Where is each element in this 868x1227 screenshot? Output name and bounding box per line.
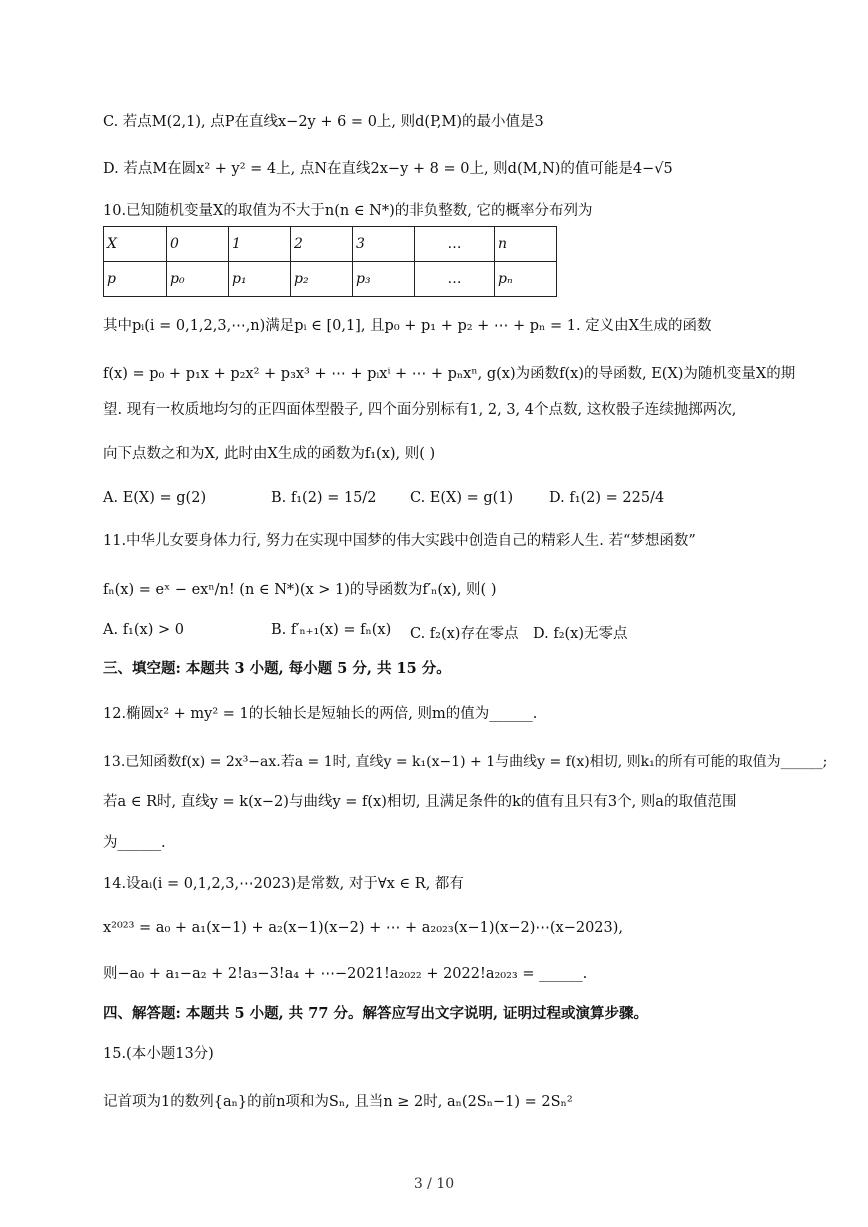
table-cell: p₃ xyxy=(353,262,415,297)
table-cell: … xyxy=(415,227,495,262)
question-11-options xyxy=(103,622,803,646)
table-cell: X xyxy=(104,227,167,262)
table-cell: 1 xyxy=(229,227,291,262)
question-11-function: fₙ(x) = eˣ − exⁿ/n! (n ∈ N*)(x > 1)的导函数为f′ₙ(x), 则( ) xyxy=(103,582,497,598)
question-10-options xyxy=(103,490,803,514)
question-10-dice: 望. 现有一枚质地均匀的正四面体型骰子, 四个面分别标有1, 2, 3, 4个点数, 这枚骰子连续抛掷两次, xyxy=(103,402,737,418)
option-b: B. f₁(2) = 15/2 xyxy=(271,490,377,506)
option-c: C. f₂(x)存在零点 xyxy=(410,626,519,642)
option-a: A. f₁(x) > 0 xyxy=(103,622,184,638)
question-13-part3: 为______. xyxy=(103,835,166,851)
option-d-text: D. 若点M在圆x² + y² = 4上, 点N在直线2x−y + 8 = 0上, 则d(M,N)的值可能是4−√5 xyxy=(103,161,673,177)
table-cell: 3 xyxy=(353,227,415,262)
table-row xyxy=(104,262,557,297)
question-10-stem: 10.已知随机变量X的取值为不大于n(n ∈ N*)的非负整数, 它的概率分布列为 xyxy=(103,203,593,219)
question-11-stem: 11.中华儿女要身体力行, 努力在实现中国梦的伟大实践中创造自己的精彩人生. 若“梦想函数” xyxy=(103,533,696,549)
table-cell: … xyxy=(415,262,495,297)
question-10-function: f(x) = p₀ + p₁x + p₂x² + p₃x³ + ⋯ + pᵢxⁱ + ⋯ + pₙxⁿ, g(x)为函数f(x)的导函数, E(X)为随机变量X的期 xyxy=(103,366,796,382)
question-14-ask: 则−a₀ + a₁−a₂ + 2!a₃−3!a₄ + ⋯−2021!a₂₀₂₂ + 2022!a₂₀₂₃ = ______. xyxy=(103,966,588,982)
page-number: 3 / 10 xyxy=(413,1176,455,1192)
option-a: A. E(X) = g(2) xyxy=(103,490,207,506)
option-c-text: C. 若点M(2,1), 点P在直线x−2y + 6 = 0上, 则d(P,M)的最小值是3 xyxy=(103,114,544,130)
option-d: D. f₁(2) = 225/4 xyxy=(549,490,665,506)
option-b: B. f′ₙ₊₁(x) = fₙ(x) xyxy=(271,622,392,638)
question-15-stem: 记首项为1的数列{aₙ}的前n项和为Sₙ, 且当n ≥ 2时, aₙ(2Sₙ−1) = 2Sₙ² xyxy=(103,1094,573,1110)
table-cell: pₙ xyxy=(495,262,557,297)
table-row xyxy=(104,227,557,262)
table-cell: p₂ xyxy=(291,262,353,297)
question-13: 13.已知函数f(x) = 2x³−ax.若a = 1时, 直线y = k₁(x−1) + 1与曲线y = f(x)相切, 则k₁的所有可能的取值为______; xyxy=(103,754,828,770)
question-12: 12.椭圆x² + my² = 1的长轴长是短轴长的两倍, 则m的值为______. xyxy=(103,706,538,722)
question-15-title: 15.(本小题13分) xyxy=(103,1046,214,1062)
option-d: D. f₂(x)无零点 xyxy=(533,626,628,642)
table-cell: 2 xyxy=(291,227,353,262)
table-cell: 0 xyxy=(167,227,229,262)
question-14-identity: x²⁰²³ = a₀ + a₁(x−1) + a₂(x−1)(x−2) + ⋯ + a₂₀₂₃(x−1)(x−2)⋯(x−2023), xyxy=(103,920,624,936)
section-4-heading: 四、解答题: 本题共 5 小题, 共 77 分。解答应写出文字说明, 证明过程或演算步骤。 xyxy=(103,1005,649,1022)
question-13-part2: 若a ∈ R时, 直线y = k(x−2)与曲线y = f(x)相切, 且满足条件的k的值有且只有3个, 则a的取值范围 xyxy=(103,794,737,810)
table-cell: p₁ xyxy=(229,262,291,297)
question-10-ask: 向下点数之和为X, 此时由X生成的函数为f₁(x), 则( ) xyxy=(103,446,436,462)
question-14: 14.设aᵢ(i = 0,1,2,3,⋯2023)是常数, 对于∀x ∈ R, 都有 xyxy=(103,876,464,892)
table-cell: n xyxy=(495,227,557,262)
option-c: C. E(X) = g(1) xyxy=(410,490,514,506)
table-cell: p xyxy=(104,262,167,297)
distribution-table xyxy=(103,226,557,297)
table-cell: p₀ xyxy=(167,262,229,297)
section-3-heading: 三、填空题: 本题共 3 小题, 每小题 5 分, 共 15 分。 xyxy=(103,660,451,677)
question-10-condition: 其中pᵢ(i = 0,1,2,3,⋯,n)满足pᵢ ∈ [0,1], 且p₀ + p₁ + p₂ + ⋯ + pₙ = 1. 定义由X生成的函数 xyxy=(103,318,712,334)
